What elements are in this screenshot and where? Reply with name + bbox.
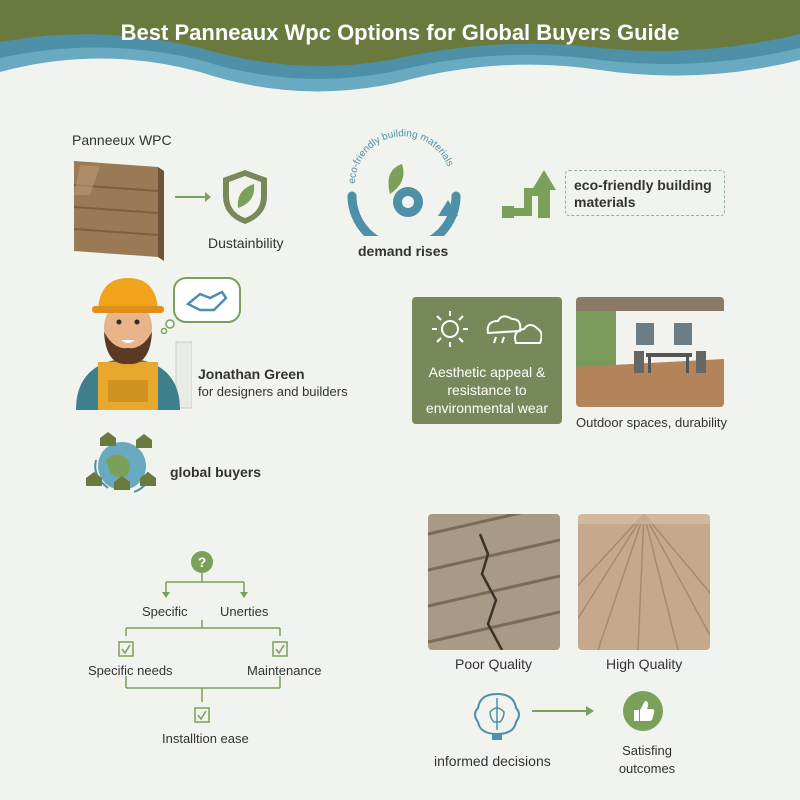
person-name: Jonathan Green bbox=[198, 366, 305, 382]
flow-right-branch: Unerties bbox=[220, 604, 269, 619]
check-installation-ease: Installtion ease bbox=[162, 731, 249, 746]
outdoor-deck-photo bbox=[576, 297, 724, 407]
demand-label: demand rises bbox=[358, 243, 449, 259]
panel-label: Panneeux WPC bbox=[72, 132, 172, 148]
globe-houses-icon bbox=[86, 432, 158, 496]
poor-quality-label: Poor Quality bbox=[455, 656, 533, 672]
arrow-right-icon bbox=[532, 704, 594, 718]
brain-bulb-icon bbox=[470, 690, 524, 742]
high-quality-photo bbox=[578, 514, 710, 650]
header-banner bbox=[0, 0, 800, 110]
ring-text: eco-friendly building materials bbox=[346, 128, 456, 185]
check-specific-needs: Specific needs bbox=[88, 663, 173, 678]
flow-left-branch: Specific bbox=[142, 604, 188, 619]
eco-materials-box bbox=[565, 170, 725, 216]
satisfied-outcomes-label: Satisfing outcomes bbox=[618, 743, 676, 776]
shield-leaf-icon bbox=[220, 168, 270, 226]
check-maintenance: Maintenance bbox=[247, 663, 322, 678]
thumbs-up-icon bbox=[622, 690, 664, 732]
person-role: for designers and builders bbox=[198, 384, 348, 399]
handshake-bubble bbox=[160, 276, 242, 334]
svg-text:?: ? bbox=[197, 554, 207, 570]
aesthetic-card bbox=[412, 297, 562, 424]
page-title: Best Panneaux Wpc Options for Global Buyers Guide bbox=[120, 20, 680, 45]
high-quality-label: High Quality bbox=[606, 656, 683, 672]
decision-flowchart bbox=[118, 550, 308, 730]
eco-materials-text: eco-friendly building materials bbox=[574, 177, 712, 210]
poor-quality-photo bbox=[428, 514, 560, 650]
sun-cloud-icons bbox=[432, 309, 542, 349]
global-buyers-label: global buyers bbox=[170, 464, 262, 480]
outdoor-caption: Outdoor spaces, durability bbox=[576, 415, 728, 430]
eco-ring-graphic bbox=[338, 124, 468, 236]
wpc-panel-image bbox=[70, 155, 166, 265]
growth-arrow-icon bbox=[500, 168, 562, 220]
sustainability-label: Dustainbility bbox=[208, 235, 284, 251]
aesthetic-text: Aesthetic appeal & resistance to environmental wear bbox=[425, 364, 549, 416]
informed-decisions-label: informed decisions bbox=[434, 753, 551, 769]
arrow-right-icon bbox=[175, 190, 211, 204]
